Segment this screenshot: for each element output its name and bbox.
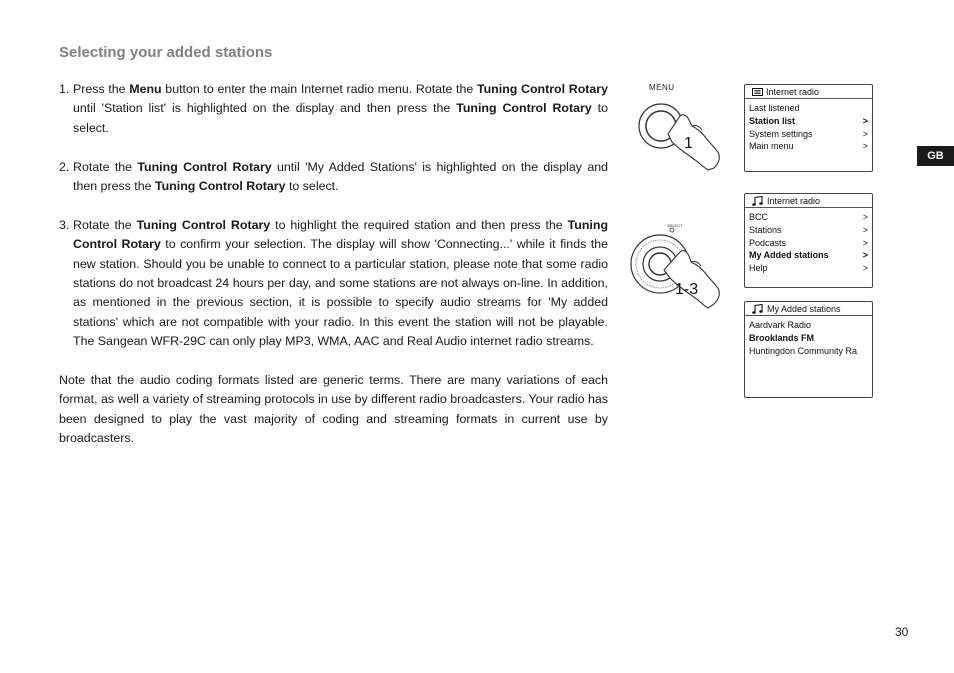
- menu-item[interactable]: [749, 102, 868, 115]
- chevron-right-icon: >: [862, 115, 868, 126]
- step-text: Rotate the: [73, 217, 137, 232]
- menu-item-label: Help: [749, 263, 768, 274]
- menu-item-label: Main menu: [749, 141, 794, 152]
- station-label: Huntingdon Community Ra: [749, 345, 858, 356]
- chevron-right-icon: >: [862, 141, 868, 152]
- step-text: until 'Station list' is highlighted on the display and then press the: [73, 101, 457, 116]
- music-note-icon: [752, 304, 764, 314]
- display-screen-1: [744, 84, 873, 172]
- step-3: [59, 216, 608, 352]
- menu-item-label: Station list: [749, 115, 796, 126]
- menu-item-label: BCC: [749, 212, 769, 222]
- station-label: Aardvark Radio: [749, 320, 812, 330]
- step-number: 3.: [59, 217, 70, 232]
- tuning-control-term: Tuning Control Rotary: [456, 101, 592, 116]
- step-text: to highlight the required station and then press the: [270, 217, 568, 232]
- step-text: to confirm your selection. The display will show 'Connecting...' while it finds the new station. Should you be unable to connect to a particular station, please note that some radio stations do not broadcast 24 hours per day, and some stations are not always on-line. In addition, as mentioned in the previous section, it is possible to specify audio streams for 'My added stations' which are not compatible with your radio. In this event the station will not be playable. The Sangean WFR-29C can only play MP3, WMA, AAC and Real Audio internet radio streams.: [73, 237, 608, 349]
- screen-title: Internet radio: [766, 86, 820, 97]
- chevron-right-icon: >: [862, 250, 868, 261]
- step-marker: 1: [684, 135, 693, 152]
- menu-item[interactable]: [749, 262, 868, 275]
- menu-item-label: Last listened: [749, 103, 800, 113]
- menu-item-label: My Added stations: [749, 250, 829, 261]
- step-number: 1.: [59, 82, 70, 96]
- step-text: Press the: [73, 82, 130, 96]
- screen-title: My Added stations: [767, 303, 841, 314]
- note-paragraph: Note that the audio coding formats listed are generic terms. There are many variations of each format, as well a variety of streaming protocols in use by different radio broadcasters. Your radio has been designed to play the vast majority of coding and streaming formats in current use by broadcasters.: [59, 373, 608, 446]
- menu-item-label: System settings: [749, 128, 813, 139]
- screen-title-bar: [745, 85, 872, 99]
- tuning-control-term: Tuning Control Rotary: [154, 179, 286, 194]
- menu-item[interactable]: [749, 140, 868, 153]
- step-text: until 'My Added Stations' is highlighted on the display and then press the: [73, 159, 608, 194]
- menu-term: Menu: [129, 82, 162, 96]
- menu-item[interactable]: [749, 237, 868, 250]
- tuning-control-term: Tuning Control Rotary: [137, 159, 272, 174]
- instructions: [59, 80, 608, 449]
- step-text: to select.: [285, 179, 339, 194]
- screen-title-bar: [745, 302, 872, 316]
- list-icon: [752, 88, 763, 96]
- step-1: [59, 80, 608, 138]
- display-screen-3: [744, 301, 873, 398]
- chevron-right-icon: >: [862, 237, 868, 248]
- page-number: 30: [895, 625, 909, 639]
- display-screen-2: [744, 193, 873, 288]
- station-item[interactable]: [749, 319, 868, 332]
- chevron-right-icon: >: [862, 224, 868, 235]
- step-number: 2.: [59, 159, 70, 174]
- menu-item-label: Stations: [749, 224, 782, 235]
- step-text: to select.: [73, 101, 608, 135]
- menu-item[interactable]: [749, 224, 868, 237]
- menu-item-label: Podcasts: [749, 237, 787, 248]
- menu-item[interactable]: [749, 128, 868, 141]
- step-2: [59, 158, 608, 197]
- language-tab-gb: GB: [917, 146, 954, 166]
- menu-label: MENU: [649, 83, 675, 92]
- music-note-icon: [752, 196, 764, 206]
- pressing-hand-icon: [664, 251, 719, 308]
- station-item[interactable]: [749, 345, 868, 358]
- chevron-right-icon: >: [862, 263, 868, 274]
- menu-item-selected[interactable]: [749, 115, 868, 128]
- tuning-control-term: Tuning Control Rotary: [136, 217, 271, 232]
- chevron-right-icon: >: [862, 212, 868, 222]
- menu-button-diagram: [628, 80, 728, 176]
- screen-title: Internet radio: [767, 195, 821, 206]
- menu-item-selected[interactable]: [749, 249, 868, 262]
- section-heading: Selecting your added stations: [59, 44, 273, 61]
- tuning-control-term: Tuning Control Rotary: [476, 82, 608, 96]
- tuning-control-term: Tuning Control Rotary: [73, 217, 609, 252]
- select-label: SELECT: [667, 223, 683, 228]
- pressing-hand-icon: [668, 115, 719, 170]
- menu-item[interactable]: [749, 211, 868, 224]
- screen-title-bar: [745, 194, 872, 208]
- station-label: Brooklands FM: [749, 332, 815, 343]
- step-text: button to enter the main Internet radio menu. Rotate the: [161, 82, 477, 96]
- station-item-selected[interactable]: [749, 332, 868, 345]
- chevron-right-icon: >: [862, 128, 868, 139]
- step-marker: 1-3: [675, 281, 699, 298]
- step-text: Rotate the: [73, 159, 138, 174]
- tuning-rotary-diagram: [624, 218, 728, 318]
